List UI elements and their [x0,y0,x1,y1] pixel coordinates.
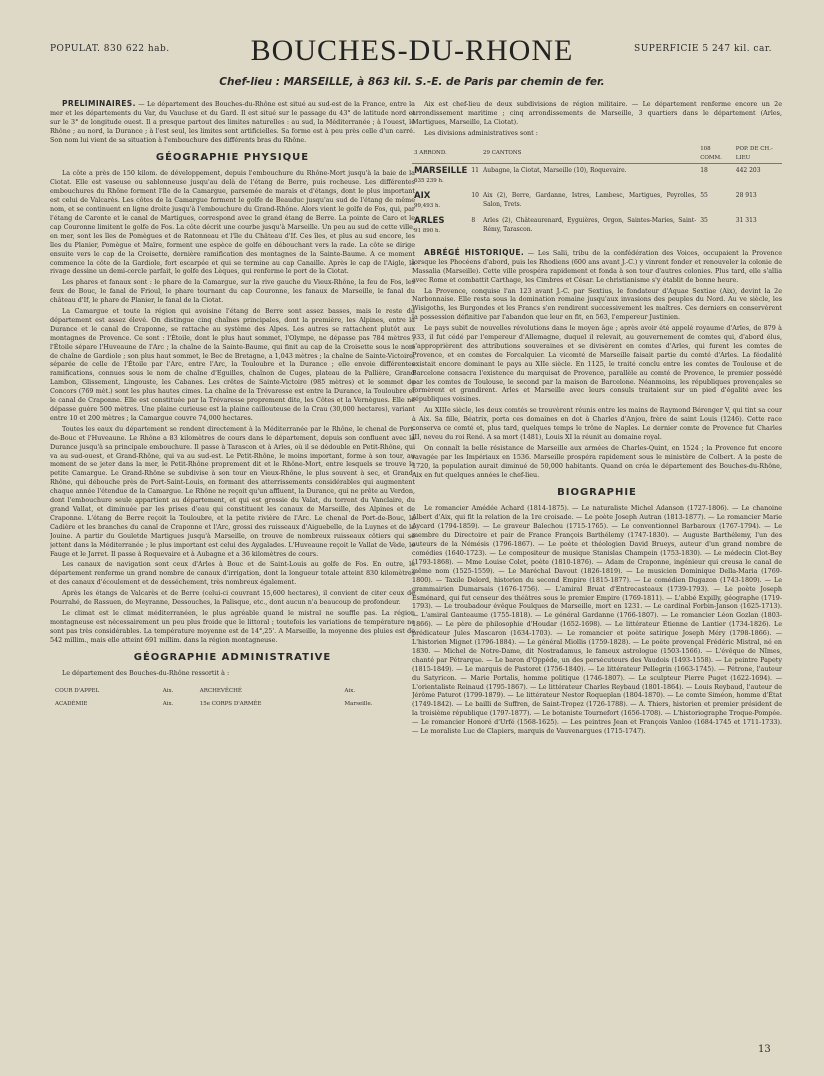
table-cell: Aix. [162,701,174,708]
table-cell: Aix. [162,688,174,695]
cantons-list: Arles (2), Châteaurenard, Eyguières, Orgon, Saintes-Maries, Saint-Rémy, Tarascon. [482,217,697,233]
right-column [412,100,782,1035]
cantons-count: 8 [471,217,476,225]
table-row [52,699,413,710]
page-title: BOUCHES-DU-RHONE [250,34,574,67]
population-label: POPULAT. 830 622 hab. [50,44,170,54]
table-cell: 15e CORPS D'ARMÉE [199,701,262,708]
cantons-count: 11 [471,167,479,175]
abrege-paragraph [412,249,782,285]
arrondissement-cell [412,189,469,214]
table-header: 29 CANTONS [481,144,698,164]
table-header: 3 ARROND. [412,144,469,164]
biographie-text: Le romancier Amédée Achard (1814-1875). — Le naturaliste Michel Adanson (1727-1806). — Le chanoine Albert d'Aix, qui fit la relation de la 1re croisade. — Le poète Joseph Autran (1813-1877). — Le romancier Marie Aycard (1794-1859). — Le graveur Balechou (1715-1765). — Le conventionnel Barbaroux (1767-1794). — Le membre du Directoire et pair de France François Barthélemy (1747-1830). — Auguste Barthélemy, l'un des auteurs de la Némésis (1796-1867). — Le poète et théologien David Brueys, auteur d'un grand nombre de comédies (1640-1723). — Le compositeur de musique Stanislas Champein (1753-1830). — Le médecin Clot-Bey (1793-1868). — Mme Louise Colet, poète (1810-1876). — Adam de Craponne, ingénieur qui creusa le canal de même nom (1525-1559). — Le Maréchal Davout (1826-1819). — Le musicien Dominique Della-Maria (1769-1800). — Taxile Delord, historien du second Empire (1815-1877). — Le comédien Dugazon (1743-1809). — Le grammairien Dumarsais (1676-1756). — L'amiral Bruat d'Entrecasteaux (1739-1793). — Le poète Joseph Esménard, qui fut censeur des théâtres sous le premier Empire (1769-1811). — L'abbé Expilly, géographe (1719-1793). — Le troubadour évêque Foulques de Marseille, mort en 1231. — Le cardinal Forbin-Janson (1625-1713). — L'amiral Ganteaume (1755-1818). — Le général Gardanne (1766-1807). — Le romancier Léon Gozlan (1803-1866). — Le père de philosophie d'Houdar (1652-1698). — Le littérateur Étienne de Lantier (1734-1826). Le prédicateur Jules Mascaron (1634-1703). — Le romancier et poète satirique Joseph Méry (1798-1866). — L'historien Mignet (1796-1884). — Le général Miollis (1759-1828). — Le poète provençal Frédéric Mistral, né en 1830. — Michel de Notre-Dame, dit Nostradamus, le fameux astrologue (1503-1566). — L'évêque de Nîmes, chanté par Pétrarque. — Le baron d'Oppède, un des persécuteurs des Vaudois (1493-1558). — Le peintre Papety (1815-1849). — Le marquis de Pastoret (1756-1840). — Le littérateur Pellegrin (1663-1745). — Pétrone, l'auteur du Satyricon. — Marie Portalis, homme politique (1746-1807). — Le sculpteur Pierre Puget (1622-1694). — L'orientaliste Reinaud (1795-1867). — Le littérateur Charles Reybaud (1801-1864). — Louis Reybaud, l'auteur de Jérôme Paturot (1799-1879). — Le littérateur Nestor Roqueplan (1804-1870). — Le comte Siméon, homme d'État (1749-1842). — Le bailli de Suffren, de Saint-Tropez (1726-1788). — A. Thiers, historien et premier président de la troisième république (1797-1877). — Le botaniste Tournefort (1656-1708). — L'historiographe Troque-Pompée. — Le romancier Honoré d'Urfé (1568-1625). — Les peintres Jean et François Vanloo (1684-1745 et 1711-1733). — Le moraliste Luc de Clapiers, marquis de Vauvenargues (1715-1747). [412,504,782,736]
table-cell: COUR D'APPEL [55,688,100,695]
arrondissement-pop: 91 890 h. [414,227,441,234]
table-cell: ACADÉMIE [55,701,88,708]
table-cell: Marseille. [344,701,373,708]
arrondissement-name: ARLES [414,216,445,227]
cantons-list: Aubagne, la Ciotat, Marseille (10), Roquevaire. [482,167,627,175]
arrondissement-pop: 635 239 h. [414,178,444,185]
geo-phys-paragraph: La Camargue et toute la région qui avoisine l'étang de Berre sont assez basses, mais le reste du département est assez élevé. On distingue cinq chaînes principales, dont la première, les Alpines, entre la Durance et le canal de Craponne, se rattache au système des Alpes. Les autres se rattachent plutôt aux montagnes de Provence. Ce sont : l'Étoile, dont le plus haut sommet, l'Olympe, ne dépasse pas 784 mètres ; l'Étoile sépare l'Huveaune de l'Arc ; la chaîne de la Sainte-Baume, qui finit au cap de la Croisette sous le nom de chaîne de Gardiole ; son plus haut sommet, le Bec de Bretagne, a 1,043 mètres ; la chaîne de Sainte-Victoire, séparée de celle de l'Étoile par l'Arc, entre l'Arc, la Touloubre et la Durance ; elle envoie différentes ramifications, connues sous le nom de chaîne d'Eguilles, chaînon de Cuges, plateau de la Pallière, Grand Lambon, Glissement, Lingouste, les Cabanes. Les crêtes de Sainte-Victoire (985 mètres) et le sommet de Concors (769 mèt.) sont les plus hautes cimes. La chaîne de la Trévaresse est entre la Durance, la Touloubre et le canal de Craponne. Elle est constituée par la Trévaresse proprement dite, les Côtes et la Vernègues. Elle ne dépasse guère 500 mètres. Une plaine curieuse est la plaine caillouteuse de la Crau (30,000 hectares), variant entre 10 et 200 mètres ; la Camargue couvre 74,000 hectares. [50,307,415,422]
abrege-heading: ABRÉGÉ HISTORIQUE. [424,247,525,257]
geographie-administrative-heading: GÉOGRAPHIE ADMINISTRATIVE [133,651,332,663]
page-number: 13 [758,1044,771,1055]
geo-admin-intro: Le département des Bouches-du-Rhône ressortit à : [62,669,230,678]
abrege-paragraph: La Provence, conquise l'an 123 avant J.-C. par Sextius, le fondateur d'Aquae Sextiae (Aix), devint la 2e Narbonnaise. Elle resta sous la domination romaine jusqu'aux invasions des peuples du Nord. Au ve siècle, les Wisigoths, les Burgondes et les Francs s'en rendirent successivement les maîtres. Ces derniers en conservèrent la possession définitive par l'abandon que leur en fit, en 563, l'empereur Justinien. [412,286,782,322]
table-cell: Aix. [344,688,356,695]
table-row [412,189,782,214]
table-header: POP. DE CH.-LIEU [734,144,782,164]
admin-divisions-label: Les divisions administratives sont : [424,128,538,137]
geo-phys-paragraph: La côte a près de 150 kilom. de développement, depuis l'embouchure du Rhône-Mort jusqu'à la baie de la Ciotat. Elle est vaseuse ou sablonneuse jusqu'au delà de l'étang de Berre, puis rocheuse. Les différentes embouchures du Rhône forment l'île de la Camargue, parsemée de marais et d'étangs, dont le plus important est celui de Valcarès. Les côtes de la Camargue forment le golfe de Beauduc jusqu'au sud de l'étang de même nom, et se continuent en ligne droite jusqu'à l'embouchure du Grand-Rhône. Alors vient le golfe de Fos, qui, par l'étang de Caronte et le canal de Martigues, correspond avec le grand étang de Berre. La pointe de Caro et le cap Couronne limitent le golfe de Fos. La côte décrit une courbe jusqu'à Marseille. Un peu au sud de cette ville, en mer, sont les îles de Pomègues et de Ratonneau et l'île du Château d'If. Ces îles, et plus au sud encore, les îles du Planier, Pomègue et Maïre, forment une espèce de golfe en débouchant vers la rade. La côte se dirige ensuite vers le cap de la Croisette, dernière ramification des montagnes de la Sainte-Baume. A ce moment commence la côte de la Gardiole, fort escarpée et qui se termine au cap Canaille. Après le cap de l'Aigle, la rivage dessine un demi-cercle parfait, le golfe des Lèques, qui renferme le port de la Ciotat. [50,169,415,276]
area-label: SUPERFICIE 5 247 kil. car. [634,44,772,54]
cantons-count: 10 [471,192,479,200]
table-row [412,164,782,189]
table-header: 108 COMM. [698,144,734,164]
admin-jurisdiction-table [50,684,415,712]
page-header [0,30,824,90]
table-cell: ARCHEVÊCHÉ [199,688,242,695]
chef-lieu-pop: 28 913 [735,192,757,200]
geographie-physique-heading: GÉOGRAPHIE PHYSIQUE [155,151,310,163]
chef-lieu-pop: 442 203 [735,167,761,175]
geo-phys-paragraph: Toutes les eaux du département se rendent directement à la Méditerranée par le Rhône, le chenal de Port-de-Bouc et l'Huveaune. Le Rhône a 83 kilomètres de cours dans le département, depuis son confluent avec la Durance jusqu'à sa principale embouchure. Il passe à Tarascon et à Arles, où il se dédouble en Petit-Rhône, qui va au sud-ouest, et Grand-Rhône, qui va au sud-est. Le Petit-Rhône, le moins important, forme à son tour, au moment de se jeter dans la mer, le Petit-Rhône proprement dit et le Rhône-Mort, entre lesquels se trouve la petite Camargue. Le Grand-Rhône se subdivise à son tour en Vieux-Rhône, le plus souvent à sec, et Grand-Rhône, qui débouche près de Port-Saint-Louis, en formant des atterrissements considérables qui augmentent chaque année l'étendue de la Camargue. Le Rhône ne reçoit qu'un affluent, la Durance, qui ne prête au Verdon, dont l'embouchure seule appartient au département, et qui est grossie du Valat, du torrent du Vanclaire, du grand Vallat, et diminuée par les prises d'eau qui constituent les canaux de Marseille, des Alpines et de Craponne. L'étang de Berre reçoit la Touloubre, et la petite rivière de l'Arc. Le chenal de Port-de-Bouc, la Cadière et les branches du canal de Craponne et l'Arc, grossi des ruisseaux d'Aiguebelle, de la Luynes et de la Jouine. A partir du Gouletde Martigues jusqu'à Marseille, on trouve de nombreux ruisseaux côtiers qui se jettent dans la Méditerranée ; le plus important est celui des Aygalades. L'Huveaune reçoit le Vallat de Vède, le Fauge et le Jarret. Il passe à Roquevaire et à Aubagne et a 36 kilomètres de cours. [50,424,415,558]
preliminaires-text: — Le département des Bouches-du-Rhône est situé au sud-est de la France, entre la mer et les départements du Var, du Vaucluse et du Gard. Il est situé sur le passage du 43° de latitude nord et sur le 3° de longitude ouest. Il a presque partout des limites naturelles : au sud, la Méditerranée ; à l'ouest, le Rhône ; au nord, la Durance ; à l'est seul, les limites sont artificielles. Sa forme est à peu près celle d'un carré. Son nom lui vient de sa situation à l'embouchure des différents bras du Rhône. [50,100,415,144]
communes-count: 18 [700,167,708,175]
arrondissement-pop: 99,493 h. [414,203,441,210]
arrondissement-cell [412,164,469,189]
geo-phys-paragraph: Les phares et fanaux sont : le phare de la Camargue, sur la rive gauche du Vieux-Rhône, la feu de Fos, les feux de Bouc, le fanal de Frioul, le phare tournant du cap Couronne, les fanaux de Marseille, le fanal du château d'If, le phare de Planier, le fanal de la Ciotat. [50,278,415,305]
abrege-paragraph: On connaît la belle résistance de Marseille aux armées de Charles-Quint, en 1524 ; la Provence fut encore ravagée par les Impériaux en 1536. Marseille prospéra rapidement sous le ministère de Colbert. A la peste de 1720, la population aurait diminué de 50,000 habitants. Quand on créa le département des Bouches-du-Rhône, Aix en fut quelques années le chef-lieu. [412,443,782,479]
table-row [52,686,413,697]
arrondissements-table [412,144,782,239]
communes-count: 55 [700,192,708,200]
abrege-paragraph: Le pays subit de nouvelles révolutions dans le moyen âge ; après avoir été appelé royaume d'Arles, de 879 à 933, il fut cédé par l'empereur d'Allemagne, duquel il relevait, au gouvernement de comtes qui, d'abord élus, s'approprièrent des attributions souveraines et se divisèrent en comtes d'Arles, qui furent les comtes de Provence, et en comtes de Forcalquier. La vicomté de Marseille faisait partie du comté d'Arles. La féodalité existait encore dominant le pays au XIIe siècle. En 1125, le traité conclu entre les comtes de Toulouse et de Barcelone consacra l'existence du marquisat de Provence, parallèle au comté de Provence, le premier possédé par les comtes de Toulouse, le second par la maison de Barcelone. Néanmoins, les républiques provençales se formèrent et grandirent. Arles et Marseille avec leurs consuls traitaient sur un pied d'égalité avec les républiques voisines. [412,324,782,404]
preliminaires-heading: PRÉLIMINAIRES. [62,100,136,108]
arrondissement-name: AIX [414,191,431,202]
table-header-row [412,144,782,164]
biographie-heading: BIOGRAPHIE [557,486,637,498]
abrege-text: — Les Salii, tribu de la confédération des Voices, occupaient la Provence lorsque les Phocéens d'abord, puis les Rhodiens (600 ans avant J.-C.) y vinrent fonder et renouveler la colonie de Massalia (Marseille). Cette ville prospéra rapidement et fonda à son tour d'autres colonies. Plus tard, elle s'allia avec Rome et combattit Carthage, les Cimbres et César. Le christianisme s'y établit de bonne heure. [412,248,782,284]
arrondissement-name: MARSEILLE [414,166,468,177]
left-column [50,100,415,1055]
geo-phys-paragraph: Le climat est le climat méditerranéen, le plus agréable quand le mistral ne souffle pas. La région montagneuse est nécessairement un peu plus froide que le littoral ; toutefois les variations de température ne sont pas très considérables. La température moyenne est de 14°,25'. A Marseille, la moyenne des pluies est de 542 millim., mais elle atteint 691 millim. dans la région montagneuse. [50,608,415,644]
geo-phys-paragraph: Les canaux de navigation sont ceux d'Arles à Bouc et de Saint-Louis au golfe de Fos. En outre, le département renferme un grand nombre de canaux d'irrigation, dont la longueur totale atteint 830 kilomètres et des canaux d'écoulement et de desséchement, très nombreux également. [50,560,415,587]
arrondissement-cell [412,214,469,239]
abrege-paragraph: Au XIIIe siècle, les deux comtés se trouvèrent réunis entre les mains de Raymond Bérenger V, qui tint sa cour à Aix. Sa fille, Béatrix, porta ces domaines en dot à Charles d'Anjou, frère de saint Louis (1246). Cette race conserva ce comté et, plus tard, quelques temps le trône de Naples. Le dernier comte de Provence fut Charles III, neveu du roi René. A sa mort (1481), Louis XI la réunit au domaine royal. [412,406,782,441]
chef-lieu-subtitle: Chef-lieu : MARSEILLE, à 863 kil. S.-E. de Paris par chemin de fer. [219,76,605,88]
geo-phys-paragraph: Après les étangs de Valcarès et de Berre (celui-ci couvrant 15,600 hectares), il convient de citer ceux de Pourrahé, de Rassuen, de Meyranne, Dessouches, la Palisque, etc., dont aucun n'a beaucoup de profondeur. [50,589,415,607]
communes-count: 35 [700,217,708,225]
preliminaires-paragraph [50,100,415,145]
admin-intro-paragraph: Aix est chef-lieu de deux subdivisions de région militaire. — Le département renferme encore un 2e arrondissement maritime ; cinq arrondissements de Marseille, 3 quartiers dans le département (Arles, Martigues, Marseille, La Ciotat). [412,100,782,126]
cantons-list: Aix (2), Berre, Gardanne, Istres, Lambesc, Martigues, Peyrolles, Salon, Trets. [482,192,697,209]
chef-lieu-pop: 31 313 [735,217,757,225]
table-header [469,144,481,164]
table-row [412,214,782,239]
